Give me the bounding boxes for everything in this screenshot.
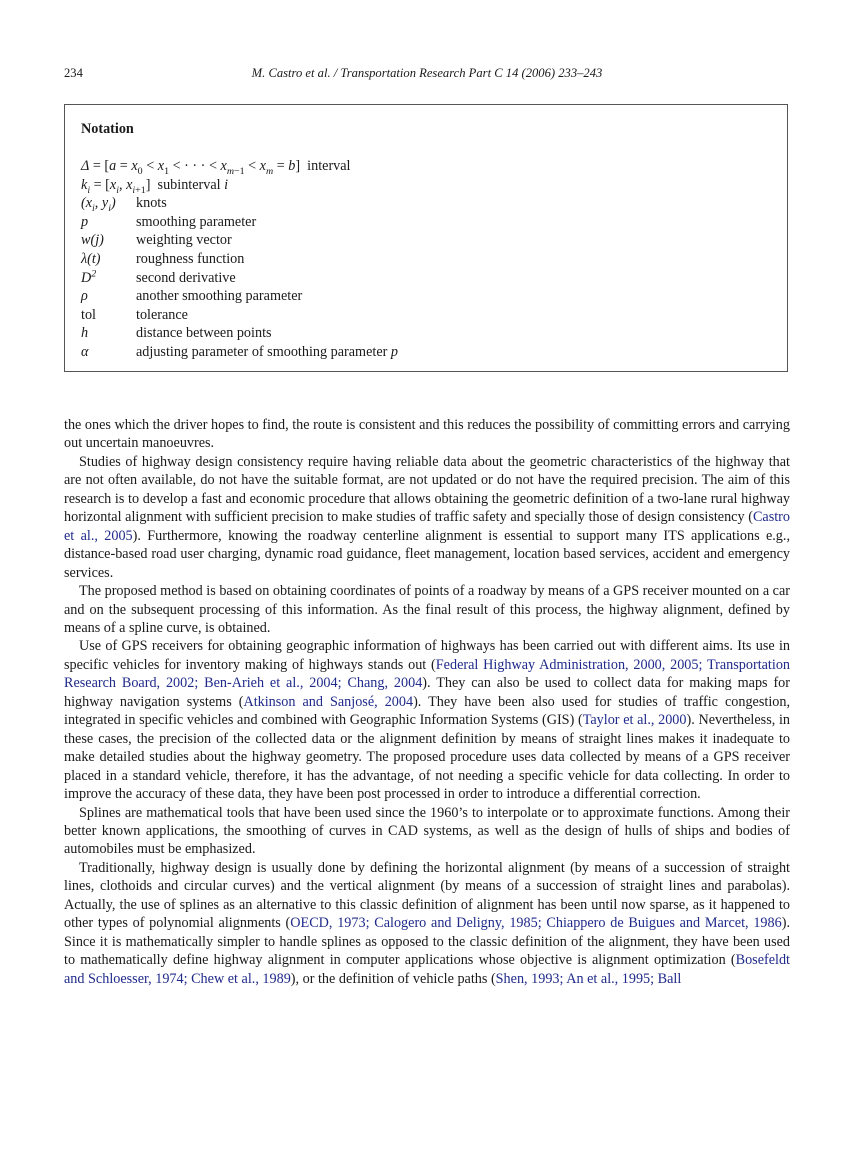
notation-symbol: α (81, 343, 89, 360)
page-number: 234 (64, 66, 83, 80)
notation-symbol: $k_i = [x_i$, $x_{i+1}$] (81, 176, 158, 196)
citation-link[interactable]: Castro et al., 2005 (64, 509, 790, 544)
notation-description: subinterval i (157, 176, 229, 193)
notation-description: distance between points (136, 325, 272, 342)
notation-description: second derivative (136, 269, 236, 286)
journal-citation-line: M. Castro et al. / Transportation Research Part C 14 (2006) 233–243 (251, 66, 603, 80)
notation-symbol: $D^2$ (81, 267, 97, 286)
notation-row-knots (81, 194, 771, 213)
running-header (64, 66, 790, 84)
notation-symbol: λ(t) (81, 250, 101, 267)
notation-description: roughness function (136, 250, 245, 267)
notation-description: knots (136, 195, 167, 212)
notation-row-subinterval (81, 176, 771, 195)
notation-row-d2 (81, 269, 771, 288)
notation-symbol: $\Delta = [a = x_0 < x_1$ < · · · < $x_{m-1} < x_m = b$] (81, 158, 308, 177)
body-text (64, 416, 790, 988)
notation-symbol: ($x_i$, $y_i$) (81, 195, 116, 215)
notation-description: interval (307, 158, 351, 174)
notation-description: another smoothing parameter (136, 288, 303, 305)
paragraph-1: the ones which the driver hopes to find, the route is consistent and this reduces the possibility of committing errors and carrying out uncertain manoeuvres. (64, 417, 790, 452)
citation-link[interactable]: Bosefeldt and Schloesser, 1974; Chew et al., 1989 (64, 952, 790, 987)
paragraph-6: Traditionally, highway design is usually done by defining the horizontal alignment (by means of a succession of straight lines, clothoids and circular curves) and the vertical alignment (by means of a succession of straight lines and parabolas). Actually, the use of splines as an alternative to this classic definition of alignment has been until now sparse, as it happened to other types of polynomial alignments (OECD, 1973; Calogero and Deligny, 1985; Chiappero de Buigues and Marcet, 1986). Since it is mathematically simpler to handle splines as opposed to the classic definition of the alignment, they have been used to mathematically define highway alignment in computer applications whose objective is alignment optimization (Bosefeldt and Schloesser, 1974; Chew et al., 1989), or the definition of vehicle paths (Shen, 1993; An et al., 1995; Ball (64, 859, 790, 987)
notation-row-interval (81, 157, 771, 176)
notation-row-lambda (81, 250, 771, 269)
citation-link[interactable]: Atkinson and Sanjosé, 2004 (243, 693, 414, 710)
notation-row-w (81, 231, 771, 250)
paragraph-5: Splines are mathematical tools that have been used since the 1960’s to interpolate or to approximate functions. Among their better known applications, the smoothing of curves in CAD systems, as well as the design of hulls of ships and bodies of automobiles must be emphasized. (64, 804, 790, 858)
notation-row-p (81, 213, 771, 232)
notation-symbol: p (81, 213, 89, 230)
notation-description: adjusting parameter of smoothing parameter p (136, 343, 398, 360)
citation-link[interactable]: Shen, 1993; An et al., 1995; Ball (495, 970, 682, 987)
notation-symbol: h (81, 325, 89, 342)
notation-symbol: w(j) (81, 232, 104, 249)
paragraph-2: Studies of highway design consistency require having reliable data about the geometric characteristics of the highway that are not often available, do not have the suitable format, are not updated or do not have the required precision. The aim of this research is to develop a fast and economic procedure that allows obtaining the geometric definition of a two-lane rural highway horizontal alignment with sufficient precision to make studies of traffic safety and specially those of design consistency (Castro et al., 2005). Furthermore, knowing the roadway centerline alignment is essential to support many ITS applications e.g., distance-based road user charging, dynamic road guidance, fleet management, location based services, accident and emergency services. (64, 453, 790, 581)
citation-link[interactable]: OECD, 1973; Calogero and Deligny, 1985; Chiappero de Buigues and Marcet, 1986 (290, 915, 782, 932)
notation-row-alpha (81, 343, 771, 362)
paragraph-4: Use of GPS receivers for obtaining geographic information of highways has been carried out with different aims. Its use in specific vehicles for inventory making of highways stands out (Federal Highway Administration, 2000, 2005; Transportation Research Board, 2002; Ben-Arieh et al., 2004; Chang, 2004). They can also be used to collect data for making maps for highway navigation systems (Atkinson and Sanjosé, 2004). They have been also used for studies of traffic congestion, integrated in specific vehicles and combined with Geographic Information Systems (GIS) (Taylor et al., 2000). Nevertheless, in these cases, the precision of the collected data or the alignment definition by means of straight lines makes it inadequate to make detailed studies about the highway geometry. The proposed procedure uses data collected by means of a GPS receiver placed in a standard vehicle, therefore, it has the advantage, of not needing a specific vehicle for data collecting. In order to improve the accuracy of these data, they have been post processed in order to introduce a differential correction. (64, 638, 791, 803)
notation-row-tol (81, 306, 771, 325)
notation-row-h (81, 324, 771, 343)
notation-description: weighting vector (136, 232, 232, 249)
notation-title: Notation (81, 121, 134, 137)
notation-box (64, 104, 788, 372)
notation-symbol: tol (81, 306, 96, 323)
paragraph-3: The proposed method is based on obtaining coordinates of points of a roadway by means of a GPS receiver mounted on a car and on the subsequent processing of this information. As the final result of this process, the highway alignment, defined by means of a spline curve, is obtained. (64, 583, 790, 636)
citation-link[interactable]: Taylor et al., 2000 (582, 712, 687, 729)
citation-link[interactable]: Federal Highway Administration, 2000, 2005; Transportation Research Board, 2002; Ben-Arieh et al., 2004; Chang, 2004 (64, 656, 791, 692)
notation-description: smoothing parameter (136, 213, 257, 230)
notation-row-rho (81, 287, 771, 306)
notation-symbol: ρ (81, 288, 88, 305)
notation-description: tolerance (136, 306, 188, 323)
